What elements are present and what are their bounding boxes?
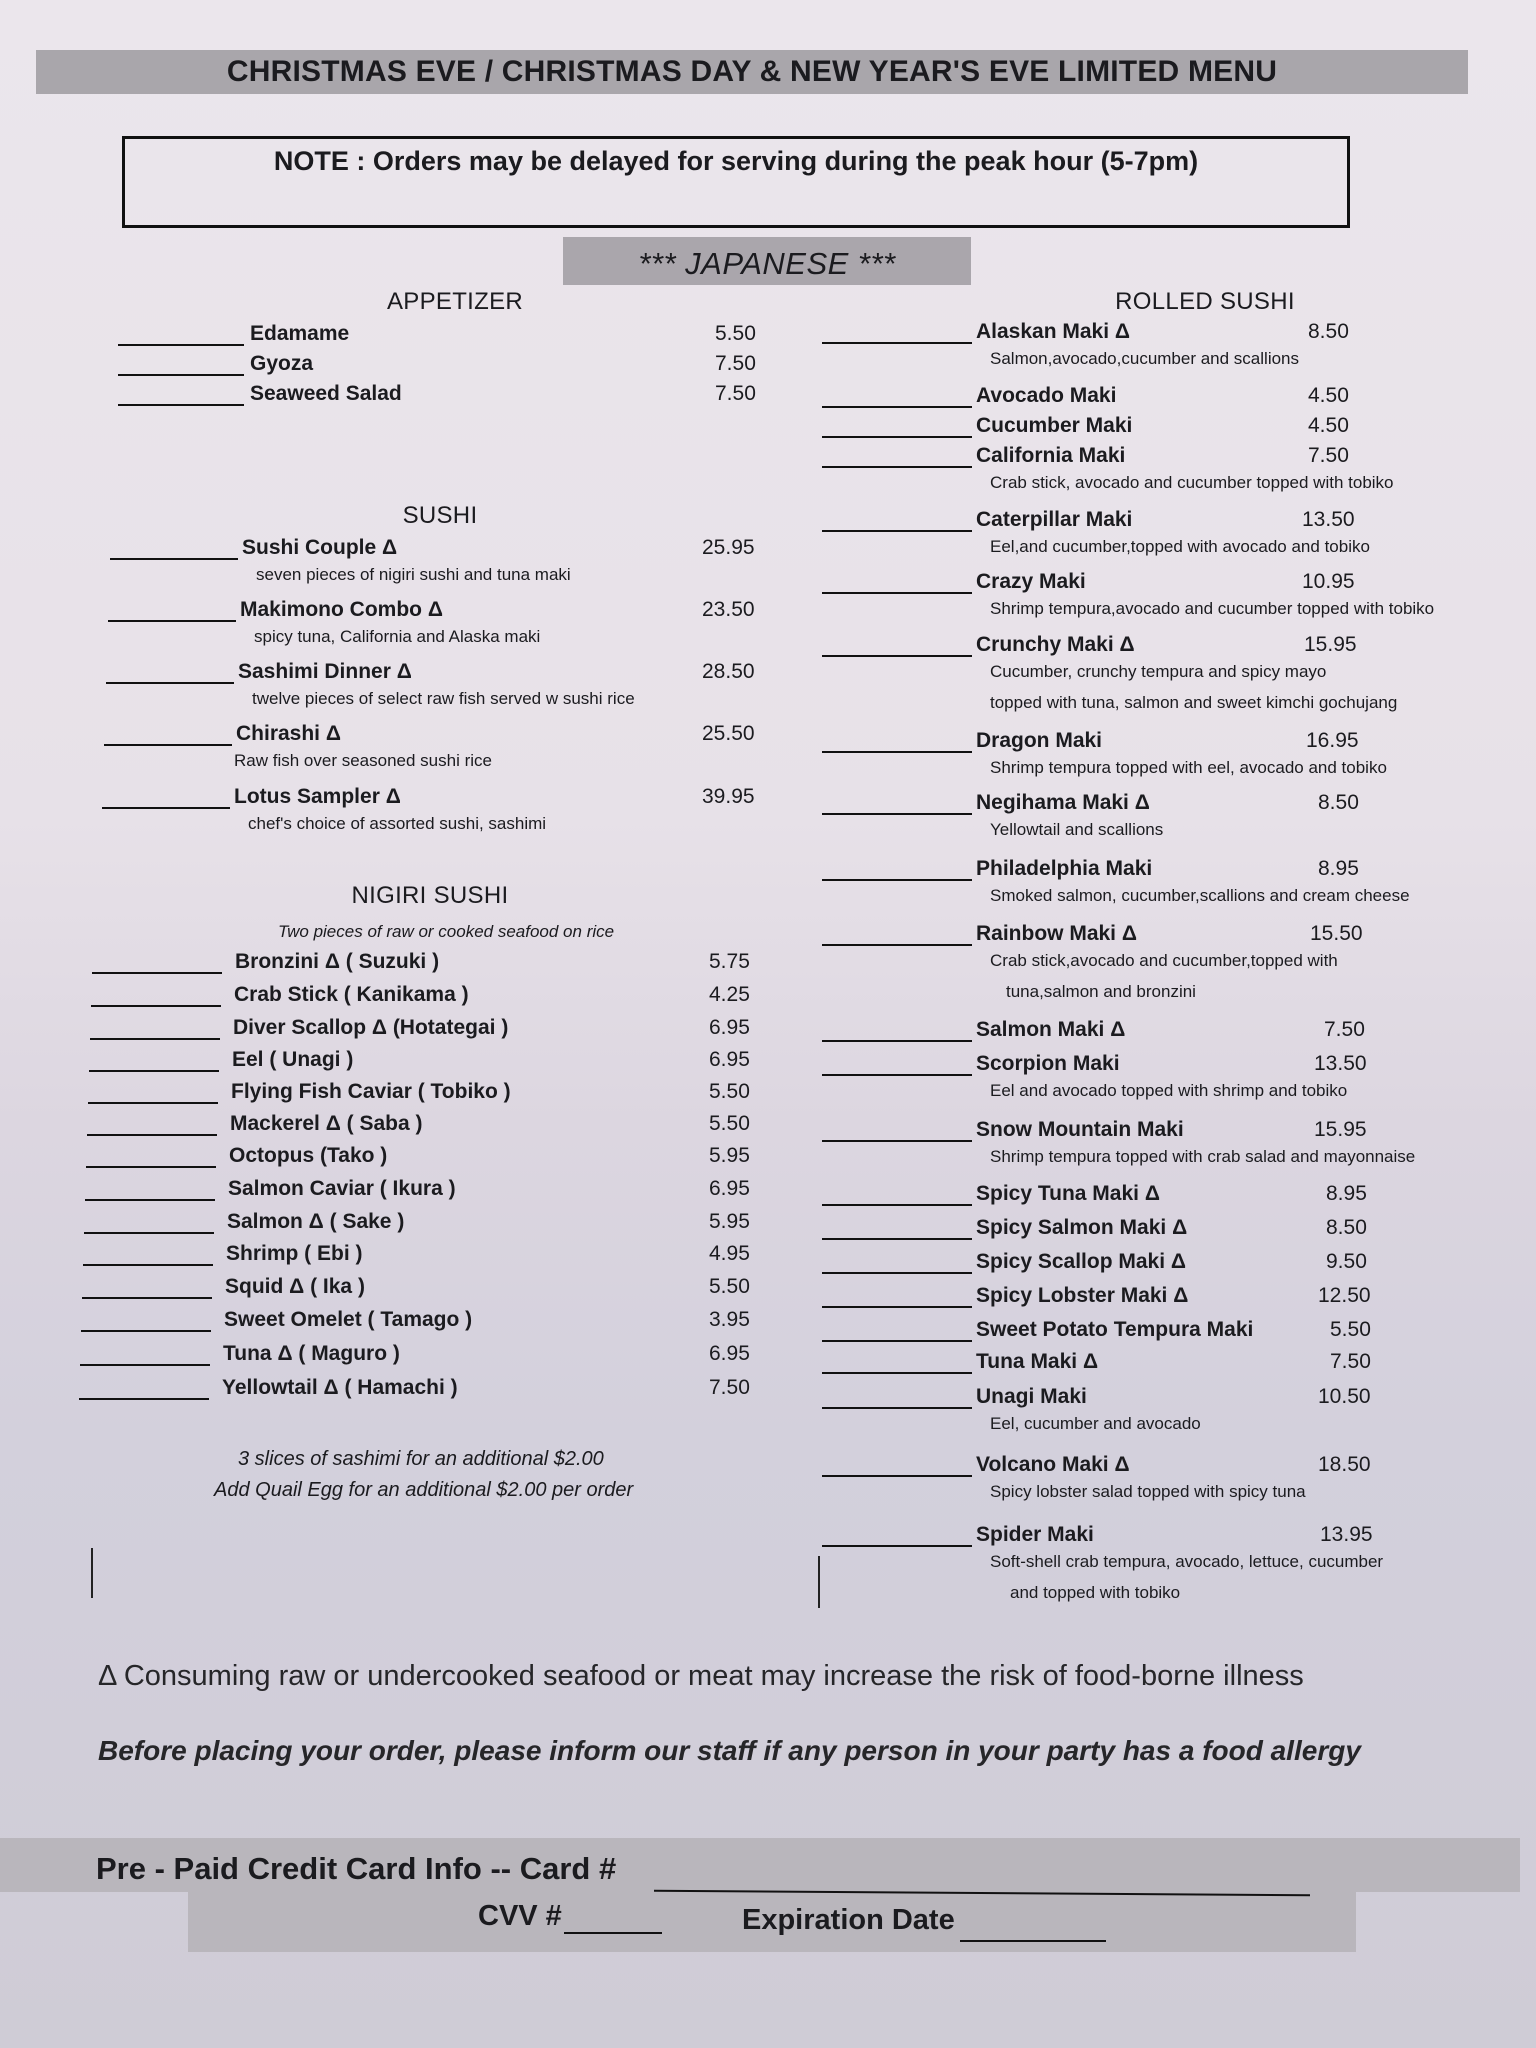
order-blank[interactable] — [88, 1102, 218, 1104]
item-price: 39.95 — [702, 785, 755, 808]
item-name: Diver Scallop Δ (Hotategai ) — [233, 1016, 509, 1039]
item-price: 13.50 — [1314, 1052, 1367, 1075]
order-blank[interactable] — [110, 558, 238, 560]
nigiri-heading: NIGIRI SUSHI — [351, 882, 509, 909]
order-blank[interactable] — [822, 1074, 972, 1076]
order-blank[interactable] — [822, 530, 972, 532]
item-price: 28.50 — [702, 660, 755, 683]
order-blank[interactable] — [118, 404, 244, 406]
item-name: Spicy Salmon Maki Δ — [976, 1216, 1188, 1239]
order-blank[interactable] — [822, 1407, 972, 1409]
expiration-field[interactable] — [960, 1940, 1106, 1942]
order-blank[interactable] — [82, 1297, 212, 1299]
item-price: 3.95 — [709, 1308, 750, 1331]
item-name: Snow Mountain Maki — [976, 1118, 1184, 1141]
item-description: Crab stick,avocado and cucumber,topped with — [990, 951, 1338, 970]
item-name: Crab Stick ( Kanikama ) — [234, 983, 469, 1006]
order-blank[interactable] — [89, 1070, 219, 1072]
order-blank[interactable] — [822, 1238, 972, 1240]
order-blank[interactable] — [90, 1038, 220, 1040]
order-blank[interactable] — [79, 1398, 209, 1400]
item-name: Crazy Maki — [976, 570, 1086, 593]
margin-mark-left — [91, 1548, 93, 1598]
item-description: Eel, cucumber and avocado — [990, 1414, 1201, 1433]
item-name: California Maki — [976, 444, 1126, 467]
order-blank[interactable] — [822, 879, 972, 881]
item-description: Crab stick, avocado and cucumber topped with tobiko — [990, 473, 1394, 492]
item-price: 6.95 — [709, 1016, 750, 1039]
order-blank[interactable] — [86, 1166, 216, 1168]
item-name: Negihama Maki Δ — [976, 791, 1150, 814]
item-name: Sweet Potato Tempura Maki — [976, 1318, 1254, 1341]
peak-hour-note: NOTE : Orders may be delayed for serving during the peak hour (5-7pm) — [273, 146, 1199, 176]
sushi-heading: SUSHI — [402, 502, 478, 529]
order-blank[interactable] — [822, 1545, 972, 1547]
raw-food-warning: Δ Consuming raw or undercooked seafood or meat may increase the risk of food-borne illness — [98, 1660, 1304, 1692]
order-blank[interactable] — [102, 807, 230, 809]
order-blank[interactable] — [822, 1372, 972, 1374]
item-description: Shrimp tempura topped with crab salad and mayonnaise — [990, 1147, 1416, 1166]
item-price: 5.50 — [709, 1112, 750, 1135]
rolled-sushi-heading: ROLLED SUSHI — [1115, 288, 1295, 315]
item-name: Shrimp ( Ebi ) — [226, 1242, 363, 1265]
item-price: 7.50 — [1324, 1018, 1365, 1041]
order-blank[interactable] — [92, 972, 222, 974]
menu-title: CHRISTMAS EVE / CHRISTMAS DAY & NEW YEAR'S EVE LIMITED MENU — [226, 55, 1278, 88]
item-description: Smoked salmon, cucumber,scallions and cream cheese — [990, 886, 1410, 905]
section-title-japanese: *** JAPANESE *** — [638, 246, 896, 281]
item-price: 15.95 — [1304, 633, 1357, 656]
item-name: Volcano Maki Δ — [976, 1453, 1130, 1476]
allergy-notice: Before placing your order, please inform our staff if any person in your party has a food allergy — [98, 1735, 1361, 1766]
order-blank[interactable] — [822, 342, 972, 344]
item-price: 5.95 — [709, 1210, 750, 1233]
item-price: 5.50 — [709, 1080, 750, 1103]
order-blank[interactable] — [108, 620, 236, 622]
order-blank[interactable] — [822, 655, 972, 657]
item-name: Bronzini Δ ( Suzuki ) — [235, 950, 440, 973]
item-description-continued: and topped with tobiko — [1010, 1583, 1181, 1602]
item-price: 16.95 — [1306, 729, 1359, 752]
card-number-label: Pre - Paid Credit Card Info -- Card # — [96, 1851, 617, 1886]
order-blank[interactable] — [822, 592, 972, 594]
item-name: Flying Fish Caviar ( Tobiko ) — [231, 1080, 511, 1103]
item-price: 8.50 — [1326, 1216, 1367, 1239]
order-blank[interactable] — [87, 1134, 217, 1136]
item-price: 7.50 — [715, 382, 756, 405]
order-blank[interactable] — [118, 374, 244, 376]
quail-egg-note: Add Quail Egg for an additional $2.00 per order — [214, 1479, 634, 1501]
item-description: chef's choice of assorted sushi, sashimi — [248, 814, 547, 833]
item-price: 6.95 — [709, 1177, 750, 1200]
item-name: Caterpillar Maki — [976, 508, 1133, 531]
item-name: Lotus Sampler Δ — [234, 785, 401, 808]
item-name: Spicy Lobster Maki Δ — [976, 1284, 1189, 1307]
item-name: Spider Maki — [976, 1523, 1094, 1546]
item-price: 13.50 — [1302, 508, 1355, 531]
item-description: Eel,and cucumber,topped with avocado and tobiko — [990, 537, 1370, 556]
order-blank[interactable] — [104, 744, 232, 746]
item-name: Gyoza — [250, 352, 314, 375]
item-name: Tuna Δ ( Maguro ) — [223, 1342, 400, 1365]
order-blank[interactable] — [822, 1306, 972, 1308]
item-name: Alaskan Maki Δ — [976, 320, 1130, 343]
item-price: 5.95 — [709, 1144, 750, 1167]
item-name: Sashimi Dinner Δ — [238, 660, 412, 683]
order-blank[interactable] — [822, 1340, 972, 1342]
order-blank[interactable] — [91, 1005, 221, 1007]
item-name: Salmon Caviar ( Ikura ) — [228, 1177, 456, 1200]
sashimi-extra-note: 3 slices of sashimi for an additional $2.00 — [238, 1448, 604, 1470]
item-name: Cucumber Maki — [976, 414, 1133, 437]
order-blank[interactable] — [822, 406, 972, 408]
order-blank[interactable] — [822, 1475, 972, 1477]
item-name: Rainbow Maki Δ — [976, 922, 1137, 945]
item-description-continued: topped with tuna, salmon and sweet kimchi gochujang — [990, 693, 1398, 712]
item-price: 15.95 — [1314, 1118, 1367, 1141]
item-price: 13.95 — [1320, 1523, 1373, 1546]
item-price: 25.50 — [702, 722, 755, 745]
item-price: 5.50 — [1330, 1318, 1371, 1341]
item-name: Unagi Maki — [976, 1385, 1087, 1408]
item-price: 15.50 — [1310, 922, 1363, 945]
item-price: 8.95 — [1318, 857, 1359, 880]
order-blank[interactable] — [822, 1040, 972, 1042]
item-name: Spicy Tuna Maki Δ — [976, 1182, 1160, 1205]
order-blank[interactable] — [822, 813, 972, 815]
item-name: Avocado Maki — [976, 384, 1117, 407]
item-name: Seaweed Salad — [250, 382, 402, 405]
order-blank[interactable] — [822, 751, 972, 753]
item-price: 10.50 — [1318, 1385, 1371, 1408]
item-description: Shrimp tempura,avocado and cucumber topped with tobiko — [990, 599, 1435, 618]
item-name: Squid Δ ( Ika ) — [225, 1275, 365, 1298]
item-price: 8.50 — [1318, 791, 1359, 814]
item-description: Eel and avocado topped with shrimp and tobiko — [990, 1081, 1348, 1100]
item-name: Makimono Combo Δ — [240, 598, 443, 621]
order-blank[interactable] — [822, 1272, 972, 1274]
order-blank[interactable] — [80, 1364, 210, 1366]
order-blank[interactable] — [822, 436, 972, 438]
item-description-continued: tuna,salmon and bronzini — [1006, 982, 1196, 1001]
item-description: spicy tuna, California and Alaska maki — [254, 627, 541, 646]
item-name: Octopus (Tako ) — [229, 1144, 388, 1167]
item-price: 5.50 — [709, 1275, 750, 1298]
cvv-field[interactable] — [564, 1932, 662, 1934]
order-blank[interactable] — [822, 1140, 972, 1142]
item-description: Soft-shell crab tempura, avocado, lettuce, cucumber — [990, 1552, 1384, 1571]
item-description: Salmon,avocado,cucumber and scallions — [990, 349, 1300, 368]
item-price: 23.50 — [702, 598, 755, 621]
item-price: 4.95 — [709, 1242, 750, 1265]
item-name: Dragon Maki — [976, 729, 1103, 752]
appetizer-heading: APPETIZER — [386, 288, 524, 315]
item-description: Yellowtail and scallions — [990, 820, 1164, 839]
item-name: Edamame — [250, 322, 350, 345]
item-name: Philadelphia Maki — [976, 857, 1153, 880]
item-name: Chirashi Δ — [236, 722, 341, 745]
order-blank[interactable] — [822, 944, 972, 946]
item-price: 9.50 — [1326, 1250, 1367, 1273]
item-price: 4.50 — [1308, 384, 1349, 407]
item-price: 7.50 — [1330, 1350, 1371, 1373]
item-description: Spicy lobster salad topped with spicy tuna — [990, 1482, 1306, 1501]
nigiri-subheading: Two pieces of raw or cooked seafood on rice — [278, 922, 615, 941]
item-description: Shrimp tempura topped with eel, avocado and tobiko — [990, 758, 1387, 777]
cvv-label: CVV # — [478, 1900, 562, 1932]
item-name: Salmon Δ ( Sake ) — [227, 1210, 405, 1233]
item-price: 7.50 — [709, 1376, 750, 1399]
order-blank[interactable] — [83, 1264, 213, 1266]
item-name: Scorpion Maki — [976, 1052, 1120, 1075]
item-price: 12.50 — [1318, 1284, 1371, 1307]
order-blank[interactable] — [106, 682, 234, 684]
item-price: 4.25 — [709, 983, 750, 1006]
item-name: Sweet Omelet ( Tamago ) — [224, 1308, 473, 1331]
item-price: 4.50 — [1308, 414, 1349, 437]
item-name: Mackerel Δ ( Saba ) — [230, 1112, 423, 1135]
item-price: 7.50 — [1308, 444, 1349, 467]
item-name: Sushi Couple Δ — [242, 536, 398, 559]
item-price: 8.95 — [1326, 1182, 1367, 1205]
order-blank[interactable] — [822, 1204, 972, 1206]
item-price: 5.75 — [709, 950, 750, 973]
item-description: seven pieces of nigiri sushi and tuna maki — [256, 565, 571, 584]
item-price: 7.50 — [715, 352, 756, 375]
item-name: Spicy Scallop Maki Δ — [976, 1250, 1186, 1273]
item-name: Salmon Maki Δ — [976, 1018, 1126, 1041]
item-description: Cucumber, crunchy tempura and spicy mayo — [990, 662, 1327, 681]
order-blank[interactable] — [822, 466, 972, 468]
item-price: 25.95 — [702, 536, 755, 559]
margin-mark-right — [818, 1556, 820, 1608]
order-blank[interactable] — [85, 1199, 215, 1201]
item-description: twelve pieces of select raw fish served w sushi rice — [252, 689, 635, 708]
item-price: 10.95 — [1302, 570, 1355, 593]
item-price: 6.95 — [709, 1048, 750, 1071]
expiration-label: Expiration Date — [742, 1904, 955, 1936]
item-price: 8.50 — [1308, 320, 1349, 343]
order-blank[interactable] — [118, 344, 244, 346]
item-price: 6.95 — [709, 1342, 750, 1365]
item-name: Eel ( Unagi ) — [232, 1048, 354, 1071]
order-blank[interactable] — [84, 1232, 214, 1234]
item-price: 18.50 — [1318, 1453, 1371, 1476]
item-description: Raw fish over seasoned sushi rice — [234, 751, 492, 770]
item-name: Yellowtail Δ ( Hamachi ) — [222, 1376, 458, 1399]
item-price: 5.50 — [715, 322, 756, 345]
item-name: Tuna Maki Δ — [976, 1350, 1099, 1373]
order-blank[interactable] — [81, 1330, 211, 1332]
item-name: Crunchy Maki Δ — [976, 633, 1135, 656]
